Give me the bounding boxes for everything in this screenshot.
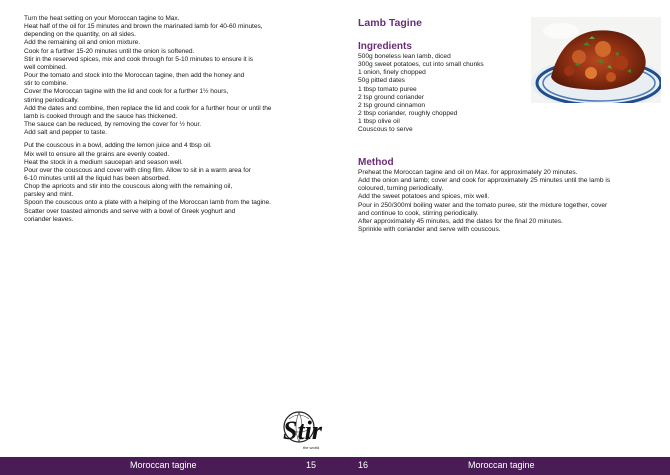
meth-line: Add the sweet potatoes and spices, mix well.: [358, 193, 490, 201]
m1-line: Turn the heat setting on your Moroccan tagine to Max.: [24, 15, 180, 22]
footer-bar: [0, 457, 670, 475]
right-footer-title: Moroccan tagine: [468, 460, 535, 470]
couscous-method: [24, 142, 320, 224]
ingredients-list: [358, 53, 533, 135]
logo-word: Stir: [283, 416, 323, 445]
m1-line: Cook for a further 15-20 minutes until the onion is softened.: [24, 47, 195, 55]
ing-line: Couscous to serve: [358, 126, 413, 134]
left-text-column: [24, 15, 320, 224]
meth-line: After approximately 45 minutes, add the dates for the final 20 minutes.: [358, 217, 563, 225]
tagine-photo: [531, 17, 661, 103]
left-footer-title: Moroccan tagine: [130, 460, 197, 470]
m2-line: Spoon the couscous onto a plate with a helping of the Moroccan lamb from the tagine.: [24, 199, 271, 207]
m1-line: Add the dates and combine, then replace the lid and cook for a further hour or until the: [24, 104, 272, 112]
ing-line: 1 tbsp olive oil: [358, 118, 400, 126]
ing-line: 1 onion, finely chopped: [358, 69, 426, 77]
m1-line: Heat half of the oil for 15 minutes and brown the marinated lamb for 40-60 minutes,: [24, 23, 263, 31]
m2-line: Heat the stock in a medium saucepan and season well.: [24, 158, 183, 166]
left-page-number: 15: [306, 460, 317, 470]
ing-line: 500g boneless lean lamb, diced: [358, 53, 451, 60]
method-list: [358, 169, 658, 234]
meth-line: Preheat the Moroccan tagine and oil on Max. for approximately 20 minutes.: [358, 169, 578, 176]
m2-line: parsley and mint.: [24, 191, 74, 199]
meth-line: Sprinkle with coriander and serve with couscous.: [358, 226, 501, 234]
m1-line: depending on the quantity, on all sides.: [24, 31, 136, 39]
meth-line: coloured, turning periodically.: [358, 185, 444, 193]
m1-line: well combined.: [24, 63, 67, 71]
m1-line: Stir in the reserved spices, mix and cook through for 5-10 minutes to ensure it is: [24, 55, 253, 63]
ingredients-heading: Ingredients: [358, 41, 412, 52]
ing-line: 300g sweet potatoes, cut into small chunks: [358, 61, 484, 69]
right-page: [335, 0, 670, 475]
ing-line: 2 tsp ground coriander: [358, 93, 424, 101]
m2-line: Chop the apricots and stir into the couscous along with the remaining oil,: [24, 183, 233, 191]
ing-line: 1 tbsp tomato puree: [358, 85, 417, 93]
stir-logo: [279, 405, 325, 453]
ing-line: 2 tbsp coriander, roughly chopped: [358, 110, 458, 118]
m1-line: lamb is cooked through and the sauce has thickened.: [24, 112, 178, 120]
m2-line: 6-10 minutes until all the liquid has been absorbed.: [24, 174, 171, 182]
m2-line: Pour over the couscous and cover with cling film. Allow to sit in a warm area for: [24, 166, 251, 174]
m2-line: Put the couscous in a bowl, adding the lemon juice and 4 tbsp oil.: [24, 142, 212, 150]
tagine-method-continued: [24, 15, 320, 137]
m1-line: Cover the Moroccan tagine with the lid and cook for a further 1½ hours,: [24, 88, 229, 96]
m1-line: Add salt and pepper to taste.: [24, 129, 107, 137]
ing-line: 2 tsp ground cinnamon: [358, 101, 426, 109]
meth-line: and continue to cook, stirring periodically.: [358, 209, 479, 217]
recipe-title: Lamb Tagine: [358, 17, 422, 29]
ing-line: 50g pitted dates: [358, 77, 405, 85]
m2-line: coriander leaves.: [24, 215, 74, 223]
m1-line: Pour the tomato and stock into the Moroccan tagine, then add the honey and: [24, 72, 245, 80]
method-heading: Method: [358, 157, 394, 168]
m2-line: Mix well to ensure all the grains are evenly coated.: [24, 150, 170, 158]
m1-line: stir to combine.: [24, 80, 68, 88]
m1-line: Add the remaining oil and onion mixture.: [24, 39, 141, 47]
logo-tagline: the world: [303, 445, 320, 450]
m1-line: stirring periodically.: [24, 96, 79, 104]
meth-line: Add the onion and lamb; cover and cook for approximately 25 minutes until the lamb is: [358, 177, 611, 185]
m2-line: Scatter over toasted almonds and serve with a bowl of Greek yoghurt and: [24, 207, 236, 215]
m1-line: The sauce can be reduced, by removing the cover for ½ hour.: [24, 121, 202, 129]
meth-line: Pour in 250/300ml boiling water and the tomato puree, stir the mixture together, cover: [358, 201, 608, 209]
right-page-number: 16: [358, 460, 369, 470]
